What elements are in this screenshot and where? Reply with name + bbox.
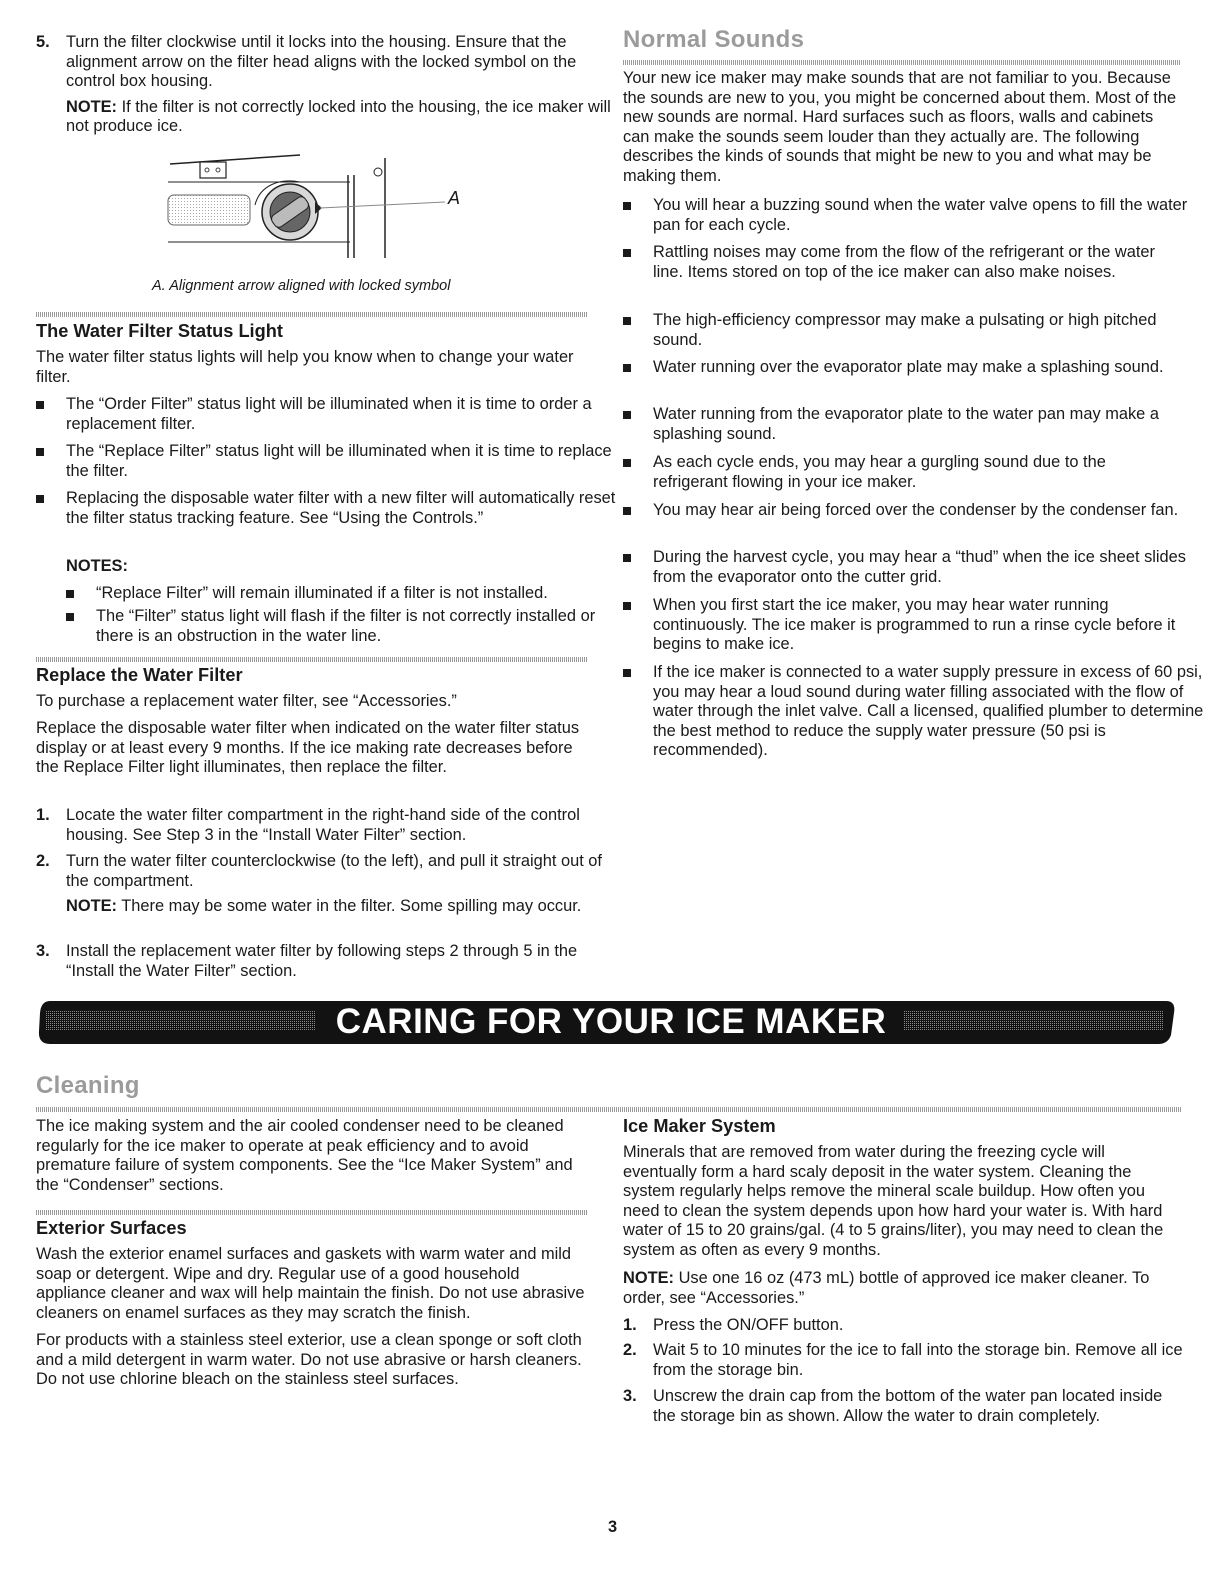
status-light-intro: The water filter status lights will help you know when to change your water filter.	[36, 348, 574, 386]
replace-step-3: 3. Install the replacement water filter by following steps 2 through 5 in the “Install the Water Filter” section.	[36, 942, 578, 980]
sound-bullet-evaporator: Water running over the evaporator plate may make a splashing sound.	[623, 358, 1183, 378]
section-divider	[36, 657, 588, 662]
status-bullet-reset: Replacing the disposable water filter with a new filter will automatically reset the filter status tracking feature. See “Using the Controls.”	[36, 489, 618, 528]
replace-step-2: 2. Turn the water filter counterclockwise (to the left), and pull it straight out of the compartment. NOTE: There may be some water in the filter. Some spilling may occur.	[36, 852, 606, 917]
exterior-heading: Exterior Surfaces	[36, 1218, 187, 1238]
notes-bullet-replace: “Replace Filter” will remain illuminated if a filter is not installed.	[66, 584, 621, 604]
normal-sounds-intro: Your new ice maker may make sounds that are not familiar to you. Because the sounds are new to you, you might be concerned about them. Most of the new sounds are normal. Hard surfaces such as floors, walls and cabinets can make the sounds seem louder than they actually are. The following describes the kinds of sounds that might be new to you and what may be making them.	[623, 69, 1177, 185]
sound-bullet-rattling: Rattling noises may come from the flow of the refrigerant or the water line. Items stored on top of the ice maker can also make noises.	[623, 243, 1183, 282]
section-divider	[36, 1210, 588, 1215]
sound-bullet-pressure: If the ice maker is connected to a water supply pressure in excess of 60 psi, you may hear a loud sound during water filling associated with the flow of water through the inlet valve. Call a licensed, qualified plumber to determine the best method to reduce the supply water pressure (50 psi is recommended).	[623, 663, 1208, 761]
sound-bullet-compressor: The high-efficiency compressor may make a pulsating or high pitched sound.	[623, 311, 1183, 350]
sound-bullet-thud: During the harvest cycle, you may hear a “thud” when the ice sheet slides from the evaporator onto the cutter grid.	[623, 548, 1208, 587]
section-divider	[623, 60, 1181, 65]
section-divider	[36, 1107, 1181, 1112]
replace-step-1: 1. Locate the water filter compartment in the right-hand side of the control housing. See Step 3 in the “Install Water Filter” section.	[36, 806, 580, 844]
section-divider	[36, 312, 588, 317]
sound-bullet-buzzing: You will hear a buzzing sound when the water valve opens to fill the water pan for each cycle.	[623, 196, 1208, 235]
figure-caption: A. Alignment arrow aligned with locked symbol	[152, 278, 451, 294]
filter-alignment-figure	[160, 150, 480, 265]
sound-bullet-air: You may hear air being forced over the condenser by the condenser fan.	[623, 501, 1208, 521]
clean-step-3: 3. Unscrew the drain cap from the bottom of the water pan located inside the storage bin as shown. Allow the water to drain completely.	[623, 1387, 1163, 1425]
note-filter-lock: NOTE: If the filter is not correctly locked into the housing, the ice maker will not produce ice.	[66, 97, 611, 136]
replace-filter-heading: Replace the Water Filter	[36, 665, 243, 685]
banner-title: CARING FOR YOUR ICE MAKER	[335, 1002, 887, 1041]
section-banner	[36, 997, 1176, 1047]
replace-filter-p1: To purchase a replacement water filter, see “Accessories.”	[36, 692, 457, 710]
ice-system-note: NOTE: Use one 16 oz (473 mL) bottle of approved ice maker cleaner. To order, see “Accessories.”	[623, 1269, 1150, 1307]
notes-label: NOTES:	[66, 557, 128, 575]
ice-system-p1: Minerals that are removed from water during the freezing cycle will eventually form a hard scaly deposit in the water system. Cleaning the system regularly helps remove the mineral scale buildup. How often you need to clean the system depends upon how hard your water is. With hard water of 15 to 20 grains/gal. (4 to 5 grains/liter), you may need to clean the system as often as every 9 months.	[623, 1143, 1164, 1259]
cleaning-heading: Cleaning	[36, 1072, 140, 1099]
sound-bullet-water-pan: Water running from the evaporator plate to the water pan may make a splashing sound.	[623, 405, 1208, 444]
note-spilling: NOTE: There may be some water in the filter. Some spilling may occur.	[66, 897, 582, 916]
status-light-heading: The Water Filter Status Light	[36, 321, 283, 341]
status-bullet-order: The “Order Filter” status light will be illuminated when it is time to order a replacement filter.	[36, 395, 618, 434]
exterior-p2: For products with a stainless steel exterior, use a clean sponge or soft cloth and a mild detergent in warm water. Do not use abrasive or harsh cleaners. Do not use chlorine bleach on the stainless steel surfaces.	[36, 1331, 582, 1389]
ice-system-heading: Ice Maker System	[623, 1116, 776, 1136]
status-bullet-replace: The “Replace Filter” status light will be illuminated when it is time to replace the filter.	[36, 442, 618, 481]
cleaning-intro: The ice making system and the air cooled condenser need to be cleaned regularly for the ice maker to operate at peak efficiency and to avoid premature failure of system components. See the “Ice Maker System” and the “Condenser” sections.	[36, 1117, 573, 1194]
filter-housing-illustration	[160, 150, 480, 265]
sound-bullet-gurgling: As each cycle ends, you may hear a gurgling sound due to the refrigerant flowing in your ice maker.	[623, 453, 1183, 492]
step-5-text: Turn the filter clockwise until it locks into the housing. Ensure that the alignment arrow on the filter head aligns with the locked symbol on the control box housing.	[66, 33, 577, 91]
page-number: 3	[607, 1518, 618, 1536]
step-5-number: 5.	[36, 33, 50, 51]
clean-step-2: 2. Wait 5 to 10 minutes for the ice to fall into the storage bin. Remove all ice from the storage bin.	[623, 1341, 1183, 1379]
step-5	[36, 33, 616, 137]
replace-filter-p2: Replace the disposable water filter when indicated on the water filter status display or at least every 9 months. If the ice making rate decreases before the Replace Filter light illuminates, then replace the filter.	[36, 719, 580, 777]
callout-a-label: A	[448, 188, 461, 208]
clean-step-1: 1. Press the ON/OFF button.	[623, 1316, 844, 1334]
normal-sounds-heading: Normal Sounds	[623, 26, 805, 53]
notes-bullet-flash: The “Filter” status light will flash if the filter is not correctly installed or there is an obstruction in the water line.	[66, 607, 596, 646]
exterior-p1: Wash the exterior enamel surfaces and gaskets with warm water and mild soap or detergent. Wipe and dry. Regular use of a good household appliance cleaner and wax will help maintain the finish. Do not use abrasive cleaners on enamel surfaces as they may scratch the finish.	[36, 1245, 585, 1322]
sound-bullet-rinse: When you first start the ice maker, you may hear water running continuously. The ice maker is programmed to run a rinse cycle before it begins to make ice.	[623, 596, 1183, 655]
